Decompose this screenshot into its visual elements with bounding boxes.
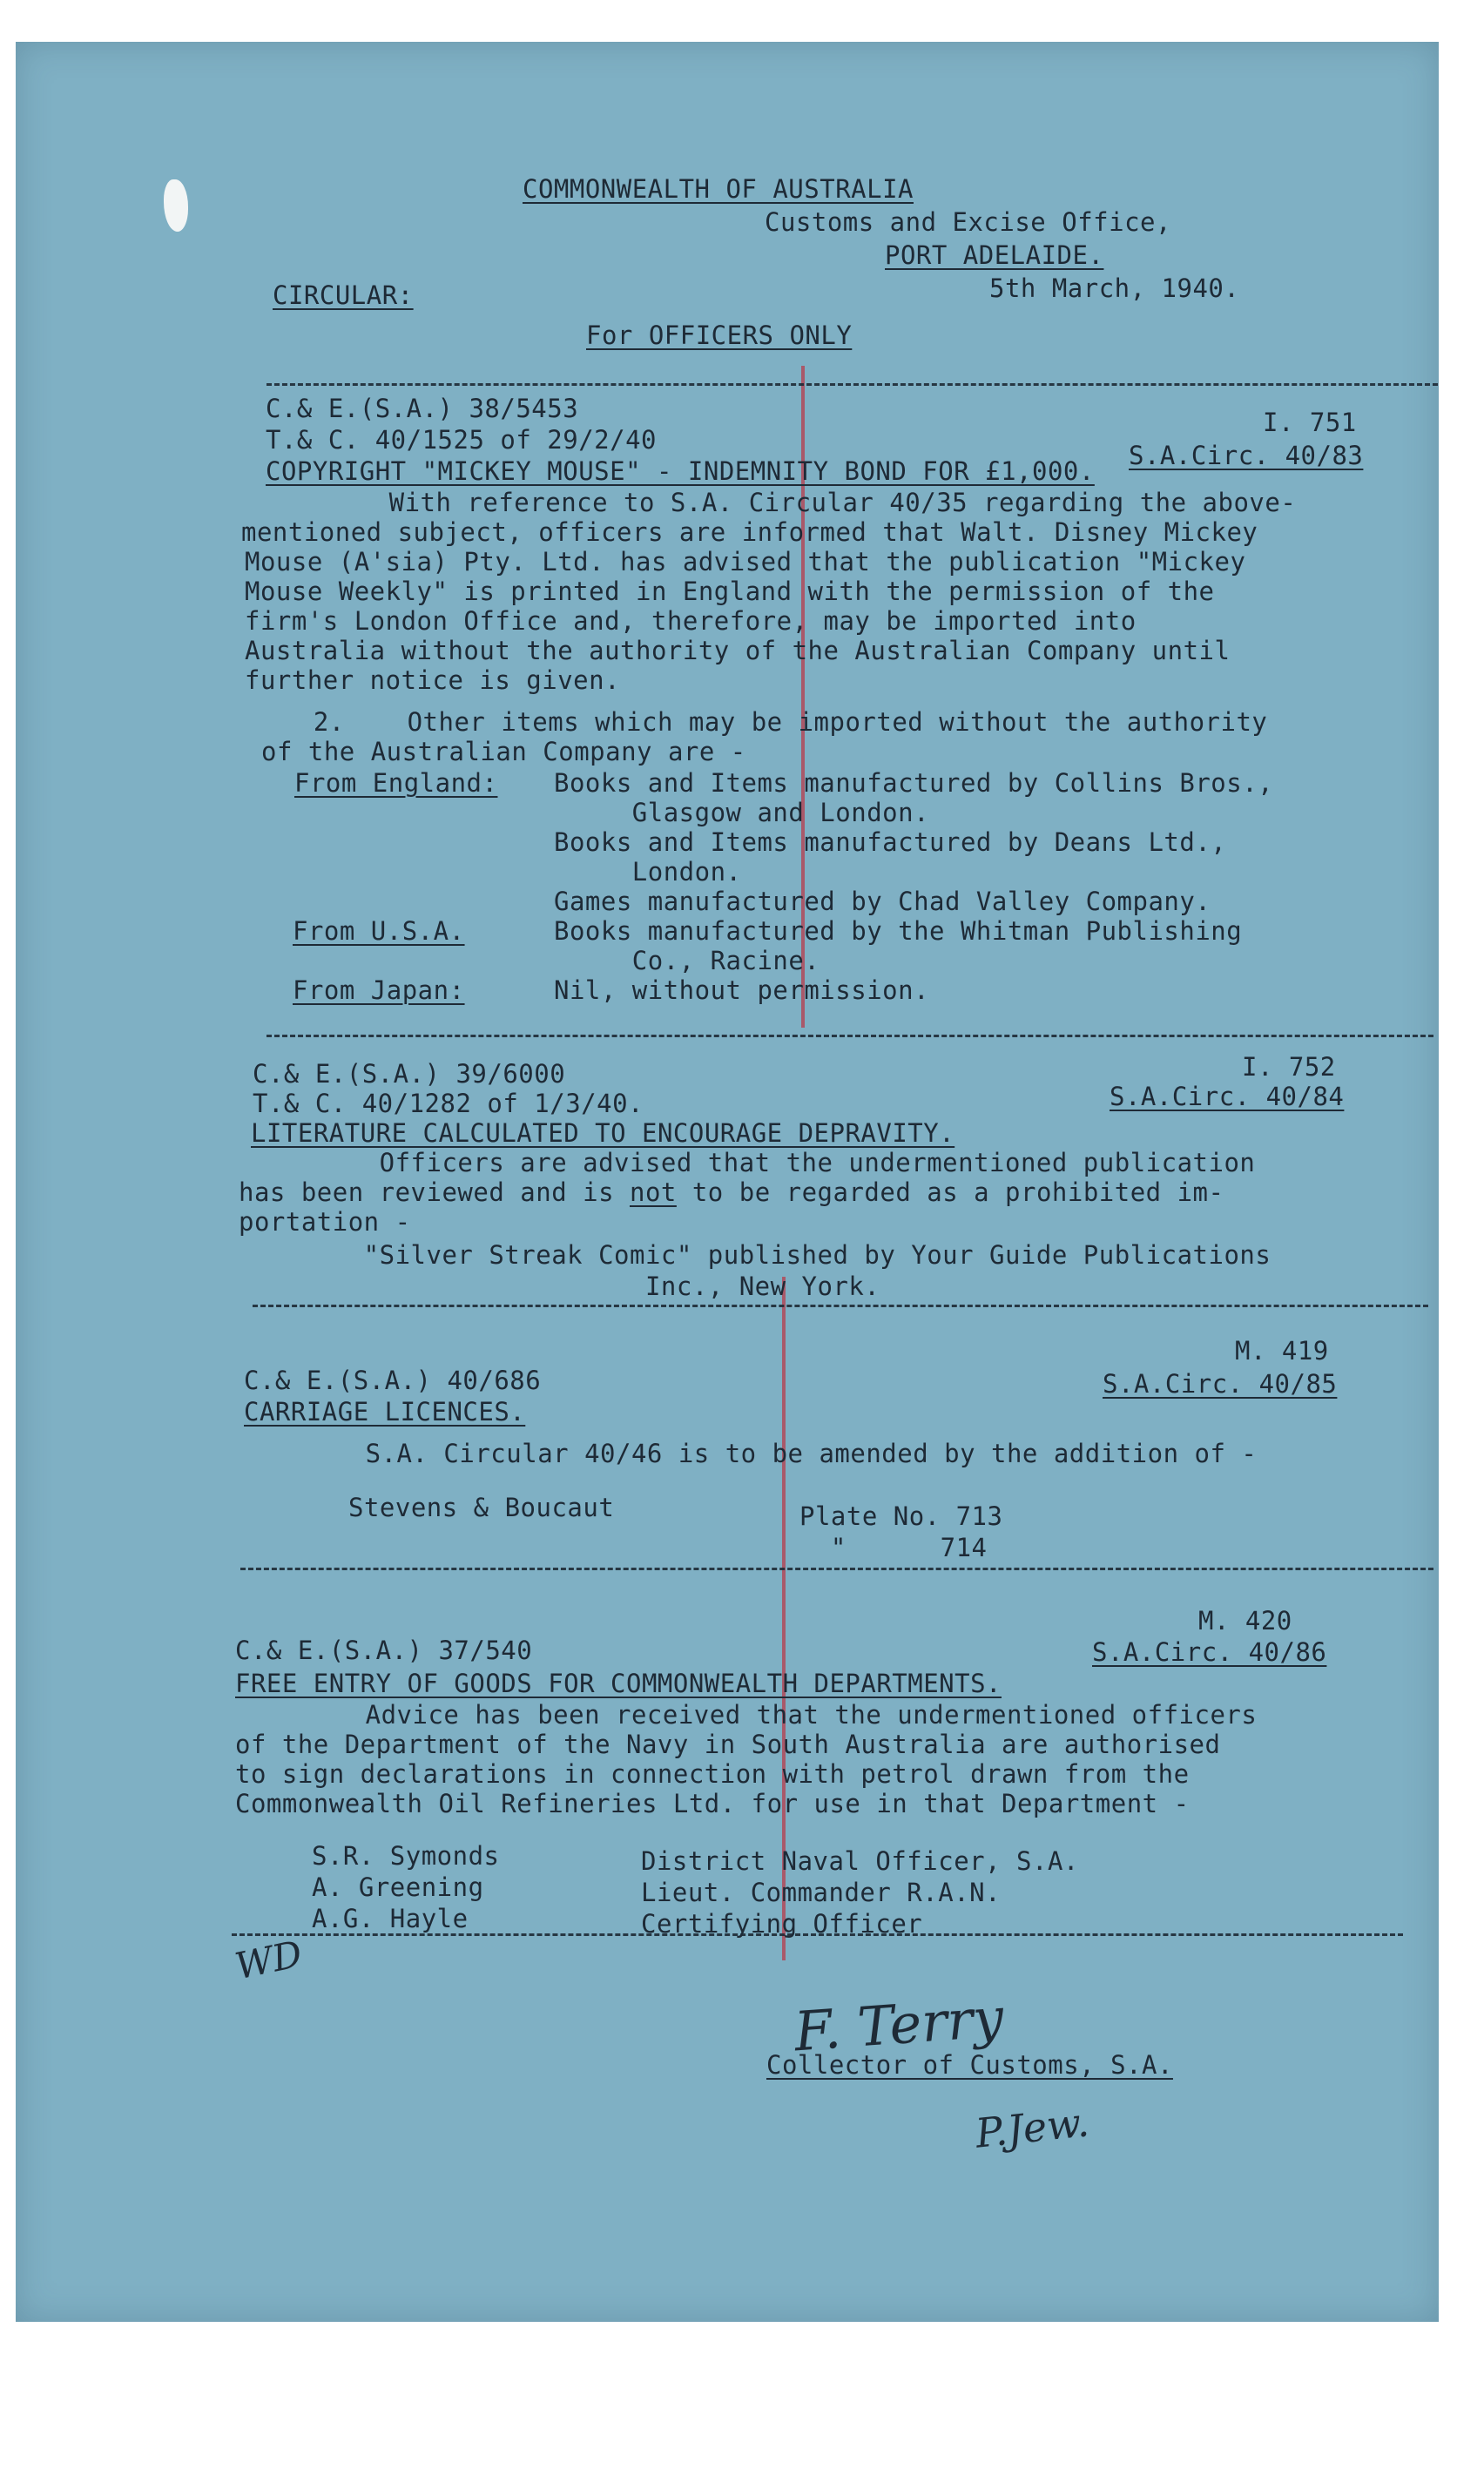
body-line: mentioned subject, officers are informed that Walt. Disney Mickey [241,517,1258,547]
handwritten-initials-2: P.Jew. [973,2098,1091,2157]
item2-circular: S.A.Circ. 40/84 [1110,1082,1345,1111]
org-heading: COMMONWEALTH OF AUSTRALIA [523,174,914,204]
list-item: Books manufactured by the Whitman Publishing [554,916,1243,946]
item3-circular: S.A.Circ. 40/85 [1103,1369,1338,1399]
divider [232,1933,1403,1936]
office-place: PORT ADELAIDE. [885,240,1104,270]
england-items [554,768,1273,916]
item2-ref2: T.& C. 40/1282 of 1/3/40. [253,1089,644,1118]
officer-name: S.R. Symonds [312,1841,500,1871]
item2-publication: Inc., New York. [239,1272,880,1301]
item4-number: M. 420 [1198,1606,1292,1636]
item2-ref1: C.& E.(S.A.) 39/6000 [253,1059,566,1089]
item4-ref1: C.& E.(S.A.) 37/540 [235,1636,533,1665]
list-item: Glasgow and London. [554,798,930,827]
item4-title: FREE ENTRY OF GOODS FOR COMMONWEALTH DEPARTMENTS. [235,1669,1002,1698]
divider [240,1568,1433,1570]
item1-ref2: T.& C. 40/1525 of 29/2/40 [266,425,657,455]
paper-blemish [164,179,188,232]
from-japan-label: From Japan: [293,975,465,1005]
item3-title: CARRIAGE LICENCES. [244,1397,526,1427]
item3-ref1: C.& E.(S.A.) 40/686 [244,1366,542,1395]
officer-name: A. Greening [312,1872,484,1902]
body-line: Advice has been received that the undermentioned officers [225,1700,1258,1730]
item1-body [241,488,1313,695]
item3-number: M. 419 [1235,1336,1329,1366]
item3-firm: Stevens & Boucaut [348,1493,615,1522]
body-line: to sign declarations in connection with petrol drawn from the [235,1759,1190,1789]
from-england-label: From England: [294,768,498,798]
body-line: With reference to S.A. Circular 40/35 regarding the above- [248,488,1297,517]
circular-label: CIRCULAR: [273,280,414,310]
signature: F. Terry [792,1985,1006,2064]
document-sheet [16,42,1439,2322]
from-usa-label: From U.S.A. [293,916,465,946]
body-line: Mouse Weekly" is printed in England with the permission of the [245,577,1215,606]
handwritten-initials: WD [231,1932,307,1988]
body-line: Commonwealth Oil Refineries Ltd. for use in that Department - [235,1789,1190,1818]
item2-body-line: portation - [239,1207,411,1237]
officer-role: Certifying Officer [641,1909,923,1939]
body-line: firm's London Office and, therefore, may be imported into [245,606,1137,636]
body-line: Mouse (A'sia) Pty. Ltd. has advised that the publication "Mickey [245,547,1246,577]
item3-body-line: S.A. Circular 40/46 is to be amended by the addition of - [225,1439,1258,1468]
item2-body-line-2 [239,1177,1224,1207]
body-line: further notice is given. [245,665,621,695]
list-item: Books and Items manufactured by Deans Ltd., [554,827,1227,857]
item3-plate-2: " 714 [799,1533,988,1562]
text-fragment: has been reviewed and is [239,1177,630,1207]
item1-number: I. 751 [1263,408,1357,437]
divider [266,383,1438,386]
signatory-title: Collector of Customs, S.A. [766,2050,1173,2080]
body-line: Australia without the authority of the Australian Company until [245,636,1231,665]
list-item: London. [554,857,742,887]
item2-title: LITERATURE CALCULATED TO ENCOURAGE DEPRAVITY. [251,1118,955,1148]
document-date: 5th March, 1940. [989,273,1240,303]
item2-body-line: Officers are advised that the undermentioned publication [239,1148,1256,1177]
officer-role: Lieut. Commander R.A.N. [641,1878,1002,1907]
item4-body [225,1700,1257,1818]
audience-heading: For OFFICERS ONLY [586,320,853,350]
item4-circular: S.A.Circ. 40/86 [1092,1637,1327,1667]
usa-items [554,916,1242,975]
japan-item: Nil, without permission. [554,975,930,1005]
divider [266,1035,1433,1037]
officer-name: A.G. Hayle [312,1904,469,1933]
list-item: Co., Racine. [554,946,820,975]
item1-title: COPYRIGHT "MICKEY MOUSE" - INDEMNITY BOND FOR £1,000. [266,456,1095,486]
item1-para2-line: 2. Other items which may be imported without the authority [251,707,1268,737]
divider [253,1305,1428,1307]
office-name: Customs and Excise Office, [765,207,1171,237]
item2-publication: "Silver Streak Comic" published by Your Guide Publications [239,1240,1272,1270]
text-fragment: to be regarded as a prohibited im- [676,1177,1224,1207]
officer-role: District Naval Officer, S.A. [641,1846,1079,1876]
emphasis-not: not [630,1177,677,1207]
item3-plate-1: Plate No. 713 [799,1501,1003,1531]
item1-ref1: C.& E.(S.A.) 38/5453 [266,394,579,423]
item1-circular: S.A.Circ. 40/83 [1129,441,1364,470]
list-item: Games manufactured by Chad Valley Company. [554,887,1211,916]
body-line: of the Department of the Navy in South Australia are authorised [235,1730,1221,1759]
list-item: Books and Items manufactured by Collins Bros., [554,768,1274,798]
item2-number: I. 752 [1242,1052,1336,1082]
item1-para2-line: of the Australian Company are - [261,737,746,766]
